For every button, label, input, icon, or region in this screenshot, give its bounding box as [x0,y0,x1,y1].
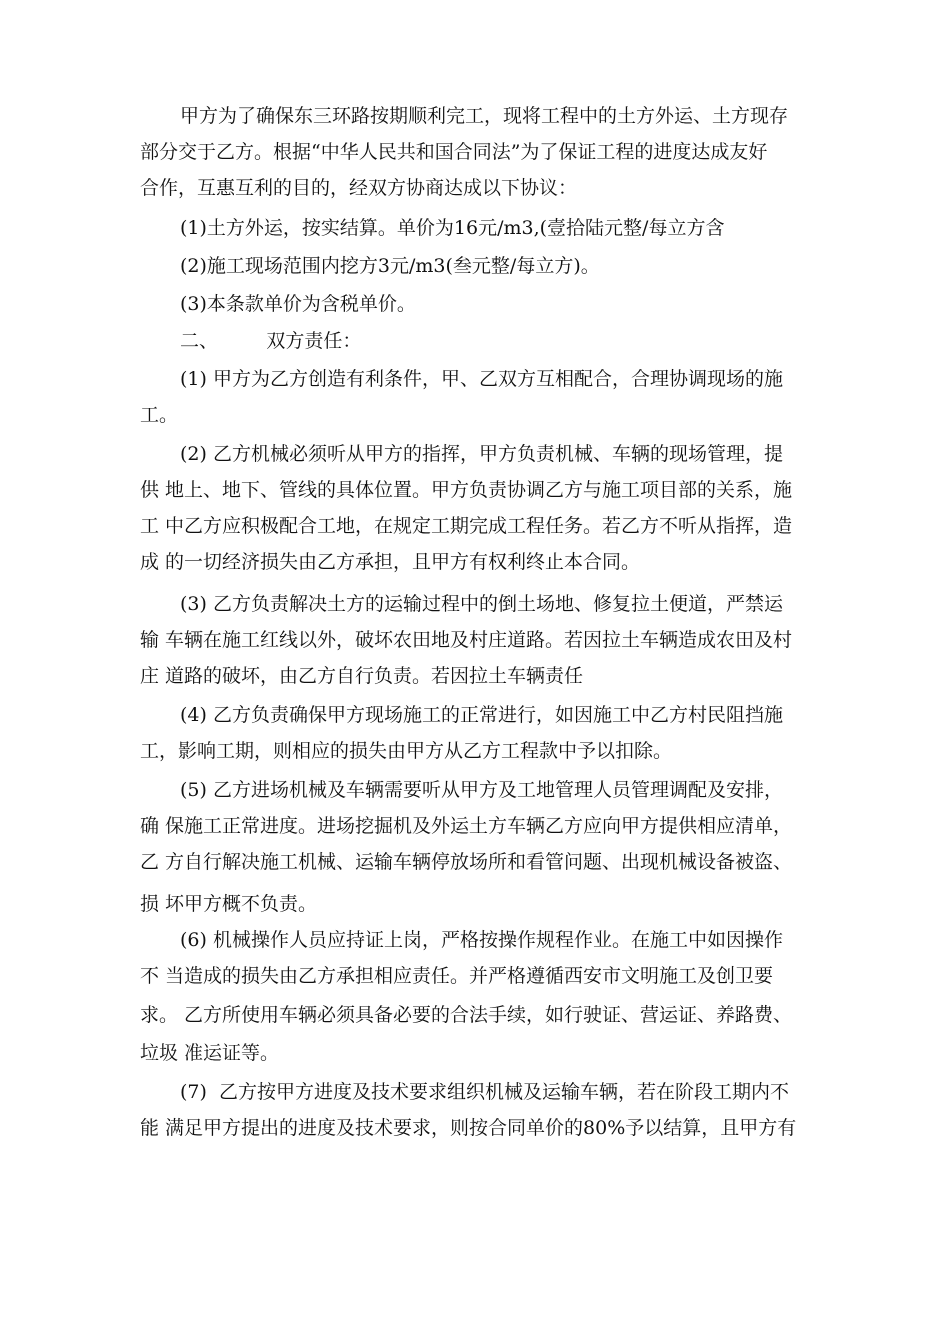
section-heading: 二、 双方责任： [180,330,362,352]
text-line: (1)土方外运，按实结算。单价为16元/m3,(壹拾陆元整/每立方含 [180,217,725,239]
text-line: 工。 [140,404,179,426]
text-line: (4) 乙方负责确保甲方现场施工的正常进行，如因施工中乙方村民阻挡施 [180,704,783,726]
text-line: (7) 乙方按甲方进度及技术要求组织机械及运输车辆，若在阶段工期内不 [180,1081,789,1103]
text-line: 不 当造成的损失由乙方承担相应责任。并严格遵循西安市文明施工及创卫要 [140,965,774,987]
text-line: (2)施工现场范围内挖方3元/m3(叁元整/每立方)。 [180,255,600,277]
text-line: 合作，互惠互利的目的，经双方协商达成以下协议： [140,177,578,199]
text-line: 求。 乙方所使用车辆必须具备必要的合法手续，如行驶证、营运证、养路费、 [140,1004,793,1026]
text-line: (3)本条款单价为含税单价。 [180,293,416,315]
text-line: 供 地上、地下、管线的具体位置。甲方负责协调乙方与施工项目部的关系，施 [140,479,793,501]
text-line: (3) 乙方负责解决土方的运输过程中的倒土场地、修复拉土便道，严禁运 [180,593,783,615]
text-line: (2) 乙方机械必须听从甲方的指挥，甲方负责机械、车辆的现场管理，提 [180,443,783,465]
text-line: 损 坏甲方概不负责。 [140,893,318,915]
text-line: 确 保施工正常进度。进场挖掘机及外运土方车辆乙方应向甲方提供相应清单， [140,815,793,837]
text-line: 甲方为了确保东三环路按期顺利完工，现将工程中的土方外运、土方现存 [180,105,789,127]
text-line: 垃圾 准运证等。 [140,1042,280,1064]
text-line: 工，影响工期，则相应的损失由甲方从乙方工程款中予以扣除。 [140,740,673,762]
text-line: (6) 机械操作人员应持证上岗，严格按操作规程作业。在施工中如因操作 [180,929,783,951]
text-line: 能 满足甲方提出的进度及技术要求，则按合同单价的80%予以结算，且甲方有 [140,1117,797,1139]
text-line: 庄 道路的破坏，由乙方自行负责。若因拉土车辆责任 [140,665,584,687]
text-line: 输 车辆在施工红线以外，破坏农田地及村庄道路。若因拉土车辆造成农田及村 [140,629,793,651]
text-line: 部分交于乙方。根据“中华人民共和国合同法”为了保证工程的进度达成友好 [140,141,768,163]
text-line: 成 的一切经济损失由乙方承担，且甲方有权利终止本合同。 [140,551,641,573]
text-line: 乙 方自行解决施工机械、运输车辆停放场所和看管问题、出现机械设备被盗、 [140,851,793,873]
text-line: 工 中乙方应积极配合工地，在规定工期完成工程任务。若乙方不听从指挥，造 [140,515,793,537]
text-line: (5) 乙方进场机械及车辆需要听从甲方及工地管理人员管理调配及安排， [180,779,783,801]
text-line: (1) 甲方为乙方创造有利条件，甲、乙双方互相配合，合理协调现场的施 [180,368,783,390]
